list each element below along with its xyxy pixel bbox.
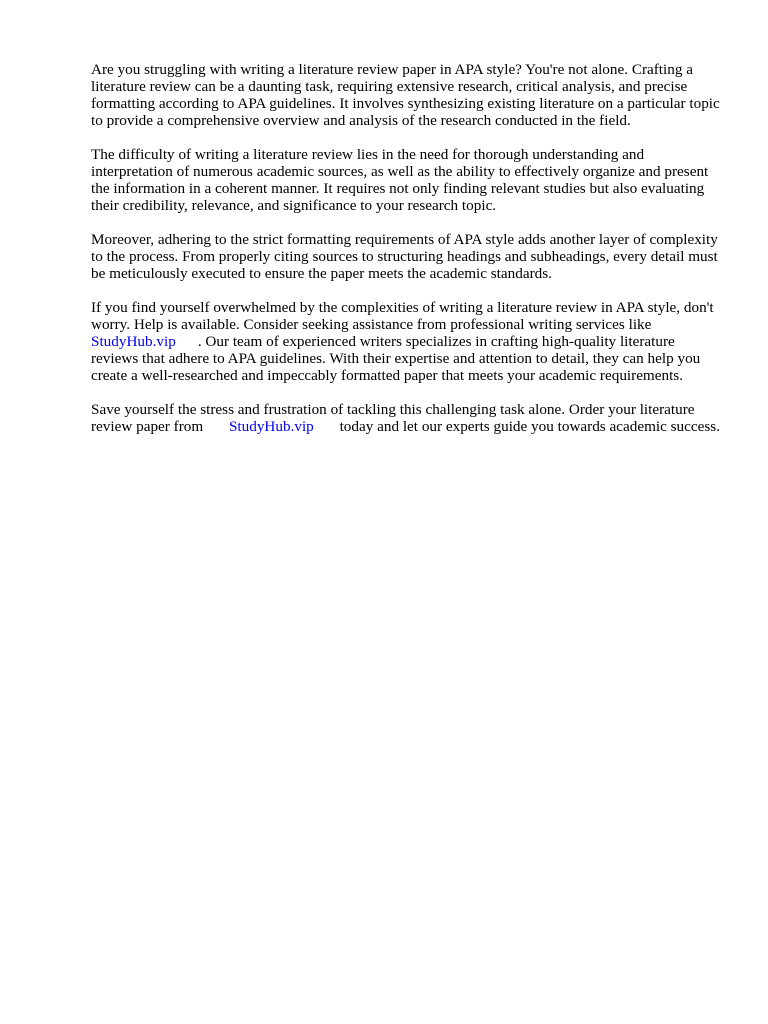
paragraph-intro: Are you struggling with writing a literature review paper in APA style? You're not alone. Crafting a literature review can be a daunting task, requiring extensive research, critical analysis, and precise formatting according to APA guidelines. It involves synthesizing existing literature on a particular topic to provide a comprehensive overview and analysis of the research conducted in the field.: [91, 61, 720, 129]
paragraph-help: [91, 299, 721, 384]
paragraph-help-text-before: If you find yourself overwhelmed by the complexities of writing a literature review in APA style, don't worry. Help is available. Consider seeking assistance from professional writing services like: [91, 299, 714, 333]
paragraph-help-text-after: . Our team of experienced writers specializes in crafting high-quality literature reviews that adhere to APA guidelines. With their expertise and attention to detail, they can help you create a well-researched and impeccably formatted paper that meets your academic requirements.: [91, 333, 701, 384]
paragraph-order-text-after: today and let our experts guide you towards academic success.: [335, 418, 720, 435]
studyhub-link-order[interactable]: StudyHub.vip: [228, 418, 314, 435]
paragraph-order: [91, 401, 721, 435]
paragraph-order-text-before: Save yourself the stress and frustration of tackling this challenging task alone. Order your literature review paper from: [91, 401, 695, 435]
paragraph-formatting: Moreover, adhering to the strict formatting requirements of APA style adds another layer of complexity to the process. From properly citing sources to structuring headings and subheadings, every detail must be meticulously executed to ensure the paper meets the academic standards.: [91, 231, 718, 282]
paragraph-difficulty: The difficulty of writing a literature review lies in the need for thorough understanding and interpretation of numerous academic sources, as well as the ability to effectively organize and present the information in a coherent manner. It requires not only finding relevant studies but also evaluating their credibility, relevance, and significance to your research topic.: [91, 146, 709, 214]
document-body: [91, 61, 721, 452]
studyhub-link[interactable]: StudyHub.vip: [91, 333, 176, 350]
